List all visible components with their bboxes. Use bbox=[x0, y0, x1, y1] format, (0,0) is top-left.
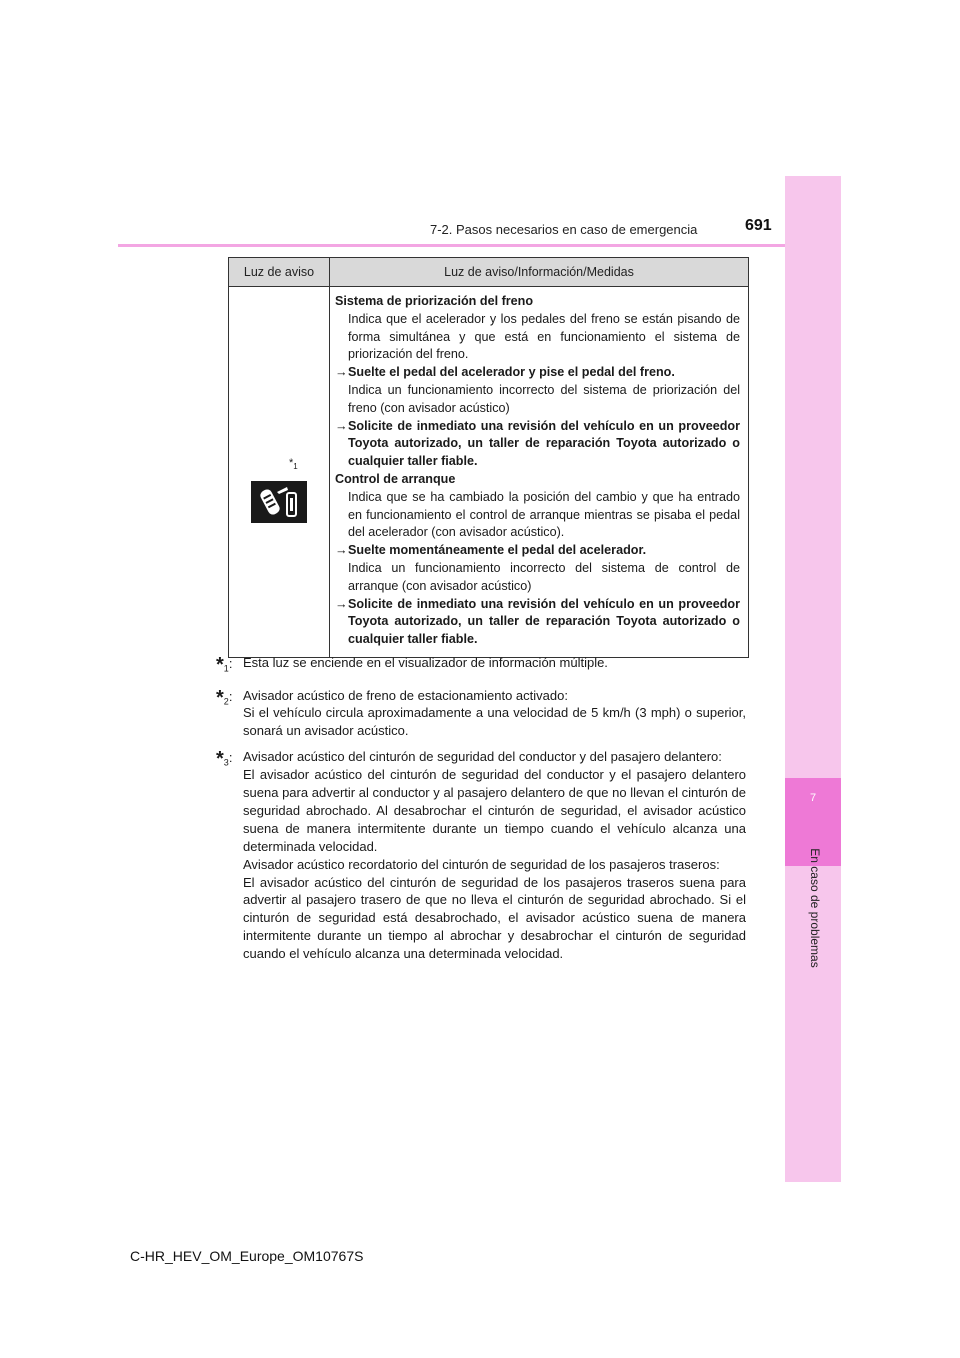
action-step-text: Solicite de inmediato una revisión del vehículo en un proveedor Toyota autorizado, un taller de reparación Toyota autorizado o cualquier taller fiable. bbox=[348, 596, 740, 647]
system-heading: Sistema de priorización del freno bbox=[335, 294, 534, 308]
document-code: C-HR_HEV_OM_Europe_OM10767S bbox=[130, 1248, 364, 1264]
footnote-body bbox=[243, 687, 746, 741]
footnote-mark: $*_1$ bbox=[289, 457, 298, 472]
footnote-marker: $*_3$: bbox=[216, 748, 233, 771]
footnote-line: Avisador acústico del cinturón de seguridad del conductor y del pasajero delantero: bbox=[243, 749, 722, 765]
footnotes bbox=[216, 654, 746, 971]
table-header-cell: Luz de aviso bbox=[229, 258, 330, 286]
action-step bbox=[335, 542, 740, 560]
action-step-text: Suelte el pedal del acelerador y pise el pedal del freno. bbox=[348, 365, 675, 380]
footnote-line: Avisador acústico recordatorio del cinturón de seguridad de los pasajeros traseros: bbox=[243, 856, 720, 872]
warning-light-cell bbox=[229, 287, 330, 657]
arrow-icon: → bbox=[335, 418, 348, 433]
footnote-line: Avisador acústico de freno de estacionamiento activado: bbox=[243, 687, 568, 703]
arrow-icon: → bbox=[335, 365, 348, 380]
header-rule bbox=[118, 244, 785, 247]
footnote-marker: $*_1$: bbox=[216, 654, 233, 676]
footnote-line: El avisador acústico del cinturón de seguridad de los pasajeros traseros suena para advertir al pasajero trasero de que no lleva el cinturón de seguridad abrochado. Si el cinturón de seguridad está desabrochado, el avisador acústico suena de manera intermitente durante un tiempo al abrochar y desabrochar el cinturón de seguridad cuando el vehículo alcanza una determinada velocidad. bbox=[243, 874, 746, 962]
footnote bbox=[216, 687, 746, 741]
indication-text: Indica un funcionamiento incorrecto del sistema de priorización del freno (con avisador acústico) bbox=[348, 382, 740, 415]
action-step bbox=[335, 364, 740, 382]
table-header-cell: Luz de aviso/Información/Medidas bbox=[444, 265, 634, 279]
footnote-body bbox=[243, 654, 746, 679]
table-row bbox=[229, 287, 748, 657]
footnote-line: Si el vehículo circula aproximadamente a una velocidad de 5 km/h (3 mph) o superior, sonará un avisador acústico. bbox=[243, 705, 746, 739]
indication-text: Indica un funcionamiento incorrecto del sistema de control de arranque (con avisador acústico) bbox=[348, 560, 740, 593]
chapter-title: En caso de problemas bbox=[808, 848, 822, 968]
warning-light-table bbox=[228, 257, 749, 658]
indication-text: Indica que se ha cambiado la posición del cambio y que ha entrado en funcionamiento el control de arranque mientras se pisaba el pedal del acelerador (con avisador acústico). bbox=[348, 489, 740, 540]
footnote-line: Esta luz se enciende en el visualizador de información múltiple. bbox=[243, 655, 608, 670]
table-header-row bbox=[229, 258, 748, 287]
arrow-icon: → bbox=[335, 543, 348, 558]
action-step-text: Suelte momentáneamente el pedal del acelerador. bbox=[348, 543, 647, 558]
footnote-marker: $*_2$: bbox=[216, 686, 233, 709]
action-step-text: Solicite de inmediato una revisión del vehículo en un proveedor Toyota autorizado, un taller de reparación Toyota autorizado o cualquier taller fiable. bbox=[348, 418, 740, 469]
footnote-body bbox=[243, 748, 746, 963]
action-step bbox=[335, 596, 740, 649]
brake-override-warning-icon bbox=[251, 481, 307, 523]
system-heading: Control de arranque bbox=[335, 471, 456, 486]
chapter-number: 7 bbox=[809, 792, 817, 804]
arrow-icon: → bbox=[335, 596, 348, 611]
chapter-side-tab bbox=[785, 176, 841, 1182]
action-step bbox=[335, 418, 740, 471]
warning-light-description bbox=[330, 287, 748, 657]
section-title: 7-2. Pasos necesarios en caso de emergencia bbox=[430, 222, 698, 237]
indication-text: Indica que el acelerador y los pedales del freno se están pisando de forma simultánea y que está en funcionamiento el sistema de priorización del freno. bbox=[348, 311, 740, 362]
footnote bbox=[216, 748, 746, 963]
footnote-line: El avisador acústico del cinturón de seguridad del conductor y el pasajero delantero suena para advertir al conductor y al pasajero delantero de que no llevan el cinturón de seguridad abrochado. Al desabrochar el cinturón de seguridad, el avisador acústico suena de manera intermitente durante un tiempo cuando el vehículo alcanza una determinada velocidad. bbox=[243, 767, 746, 854]
page-number: 691 bbox=[745, 217, 772, 234]
footnote bbox=[216, 654, 746, 679]
